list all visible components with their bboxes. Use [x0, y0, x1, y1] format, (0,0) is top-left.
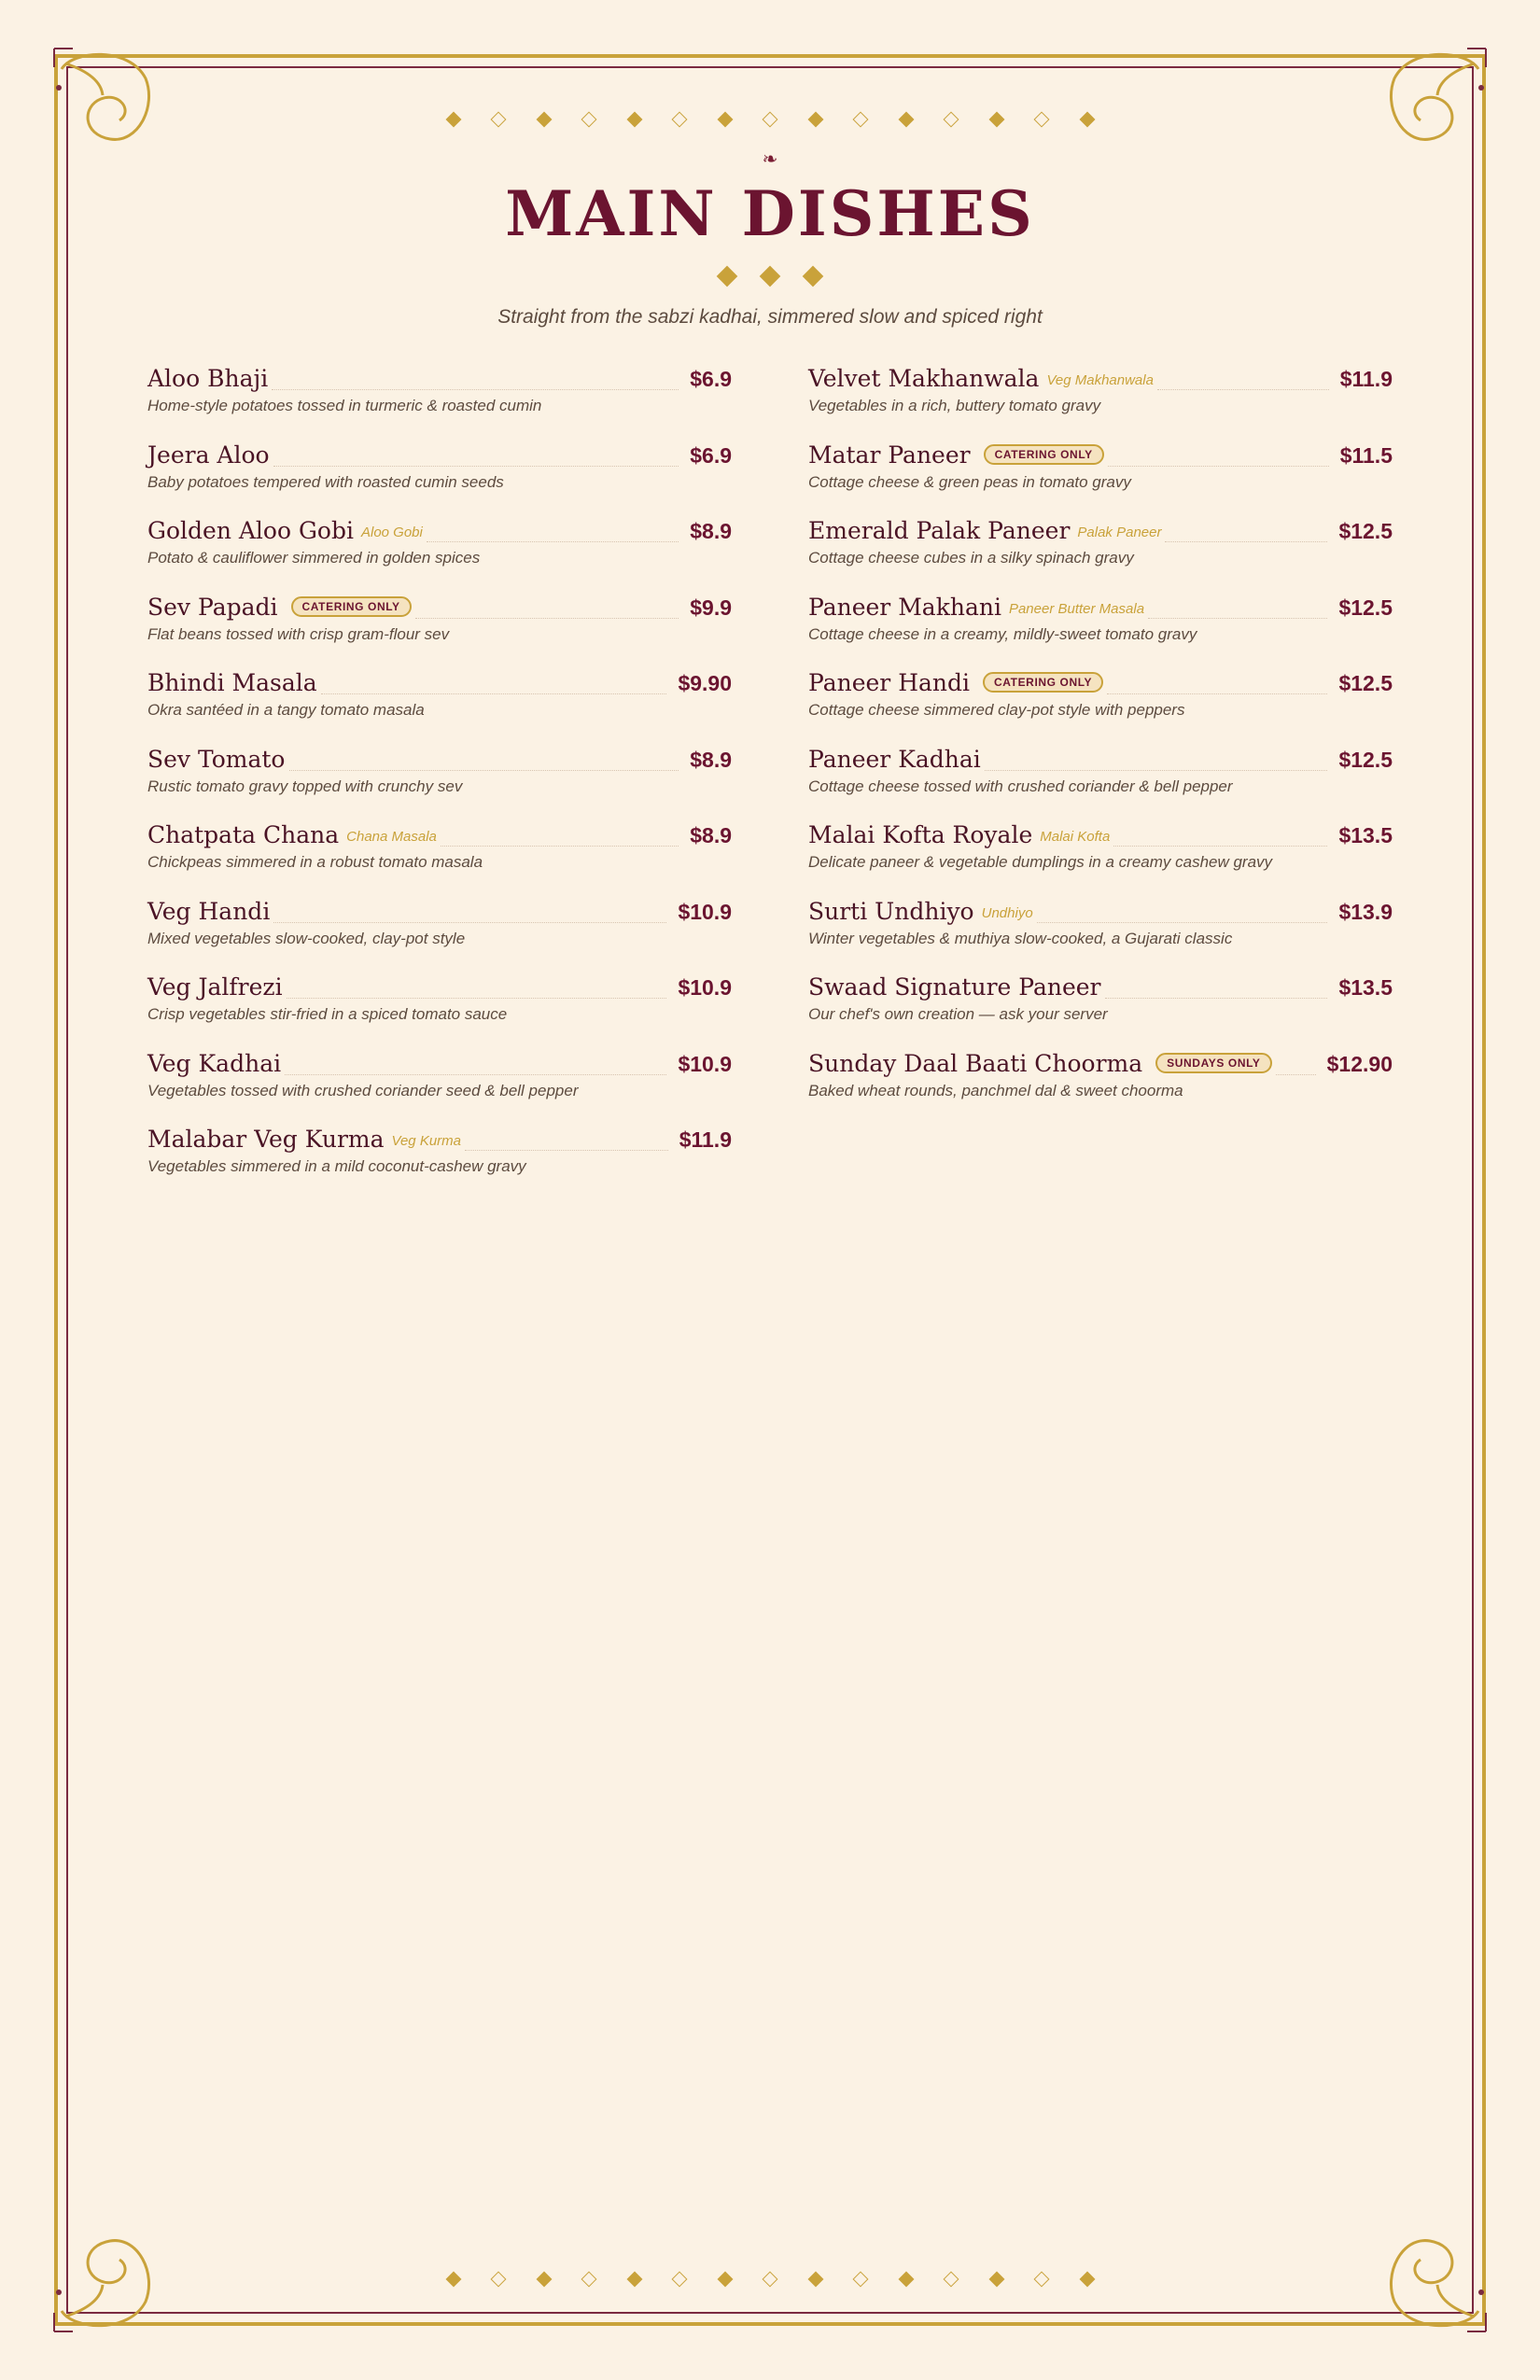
menu-item — [808, 354, 1393, 430]
menu-item-alt-name: Malai Kofta — [1040, 829, 1111, 845]
diamond-outline-icon — [581, 2272, 597, 2288]
menu-item — [147, 582, 732, 659]
menu-item-name: Veg Kadhai — [147, 1049, 282, 1077]
availability-badge: CATERING ONLY — [984, 444, 1104, 465]
menu-item-alt-name: Undhiyo — [981, 904, 1033, 921]
dotted-leader — [1113, 845, 1327, 847]
diamond-filled-icon — [445, 112, 461, 128]
dotted-leader — [415, 617, 679, 619]
diamond-filled-icon — [1079, 112, 1095, 128]
menu-column-left — [147, 354, 732, 1191]
menu-item-price: $13.5 — [1338, 823, 1393, 847]
menu-item-description: Vegetables in a rich, buttery tomato gravy — [808, 397, 1101, 414]
menu-item-name: Veg Jalfrezi — [147, 973, 283, 1001]
menu-item — [147, 506, 732, 582]
menu-item — [808, 582, 1393, 659]
menu-item-description: Potato & cauliflower simmered in golden spices — [147, 549, 481, 567]
menu-item-description: Cottage cheese cubes in a silky spinach gravy — [808, 549, 1134, 567]
menu-item — [147, 658, 732, 735]
menu-item-name: Surti Undhiyo — [808, 897, 974, 925]
dotted-leader — [1165, 540, 1327, 542]
diamond-outline-icon — [672, 2272, 688, 2288]
dotted-leader — [272, 388, 679, 390]
menu-item — [808, 658, 1393, 735]
menu-item-price: $10.9 — [678, 899, 732, 924]
diamond-outline-icon — [1034, 112, 1050, 128]
diamond-filled-icon — [988, 2272, 1004, 2288]
diamond-filled-icon — [717, 112, 733, 128]
menu-item — [147, 735, 732, 811]
menu-item-description: Baby potatoes tempered with roasted cumin seeds — [147, 472, 504, 491]
diamond-filled-icon — [717, 2272, 733, 2288]
menu-item-alt-name: Veg Kurma — [391, 1133, 461, 1149]
menu-item-description: Cottage cheese in a creamy, mildly-sweet tomato gravy — [808, 624, 1197, 643]
diamond-filled-icon — [626, 112, 642, 128]
menu-item-price: $12.5 — [1338, 595, 1393, 620]
menu-item-price: $11.5 — [1339, 442, 1393, 468]
fleuron-icon: ❧ — [762, 147, 778, 170]
menu-item-price: $9.90 — [678, 671, 732, 695]
diamond-outline-icon — [944, 112, 959, 128]
diamond-outline-icon — [491, 2272, 507, 2288]
menu-item — [147, 1114, 732, 1191]
diamond-filled-icon — [1079, 2272, 1095, 2288]
menu-item-description: Flat beans tossed with crisp gram-flour sev — [147, 624, 450, 643]
dotted-leader — [427, 540, 679, 542]
menu-item-alt-name: Paneer Butter Masala — [1008, 600, 1145, 617]
menu-item-name: Matar Paneer — [808, 441, 971, 469]
menu-item-price: $8.9 — [690, 519, 732, 543]
diamond-outline-icon — [853, 112, 869, 128]
menu-item-alt-name: Palak Paneer — [1077, 525, 1162, 540]
availability-badge: SUNDAYS ONLY — [1155, 1053, 1271, 1073]
menu-item-description: Home-style potatoes tossed in turmeric & roasted cumin — [147, 397, 542, 414]
availability-badge: CATERING ONLY — [983, 672, 1103, 693]
menu-item-description: Vegetables simmered in a mild coconut-cashew gravy — [147, 1157, 526, 1175]
menu-item-price: $11.9 — [1339, 367, 1393, 391]
diamond-filled-icon — [445, 2272, 461, 2288]
dotted-leader — [465, 1149, 668, 1151]
menu-item-name: Paneer Makhani — [808, 593, 1001, 621]
menu-item-name: Emerald Palak Paneer — [808, 517, 1071, 544]
diamond-outline-icon — [763, 2272, 778, 2288]
menu-item — [808, 887, 1393, 963]
menu-item — [808, 430, 1393, 507]
diamond-filled-icon — [536, 112, 552, 128]
dotted-leader — [1037, 921, 1328, 923]
menu-item-name: Paneer Kadhai — [808, 745, 981, 773]
menu-item-description: Crisp vegetables stir-fried in a spiced tomato sauce — [147, 1005, 508, 1023]
menu-item-description: Okra santéed in a tangy tomato masala — [147, 701, 425, 719]
menu-item — [147, 962, 732, 1039]
diamond-outline-icon — [763, 112, 778, 128]
menu-item-alt-name: Aloo Gobi — [360, 525, 423, 540]
menu-item-price: $13.5 — [1338, 975, 1393, 1000]
menu-item-name: Jeera Aloo — [147, 441, 270, 469]
menu-item-description: Cottage cheese tossed with crushed coriander & bell pepper — [808, 777, 1233, 795]
dotted-leader — [285, 1073, 666, 1075]
menu-item-price: $6.9 — [690, 442, 732, 468]
menu-item-name: Malai Kofta Royale — [808, 821, 1033, 848]
menu-item-price: $12.5 — [1338, 671, 1393, 695]
menu-item-name: Aloo Bhaji — [147, 365, 269, 392]
diamond-filled-icon — [717, 266, 738, 287]
menu-item-name: Velvet Makhanwala — [808, 365, 1040, 392]
menu-item — [147, 887, 732, 963]
dotted-leader — [1148, 617, 1327, 619]
menu-item — [808, 1039, 1393, 1115]
menu-item-name: Veg Handi — [147, 897, 271, 925]
dotted-leader — [273, 921, 666, 923]
menu-item — [808, 735, 1393, 811]
diamond-filled-icon — [807, 112, 823, 128]
menu-item-description: Our chef's own creation — ask your server — [808, 1005, 1108, 1023]
bottom-diamond-border — [0, 2274, 1540, 2285]
menu-item-price: $8.9 — [690, 823, 732, 847]
diamond-filled-icon — [898, 112, 914, 128]
menu-item-name: Sunday Daal Baati Choorma — [808, 1049, 1143, 1077]
menu-item-price: $12.5 — [1338, 519, 1393, 543]
diamond-outline-icon — [491, 112, 507, 128]
menu-item-price: $13.9 — [1338, 899, 1393, 924]
dotted-leader — [985, 769, 1328, 771]
menu-item — [147, 354, 732, 430]
menu-item-description: Cottage cheese & green peas in tomato gravy — [808, 472, 1131, 491]
diamond-filled-icon — [898, 2272, 914, 2288]
menu-item-price: $10.9 — [678, 1051, 732, 1076]
menu-column-right — [808, 354, 1393, 1114]
menu-item — [808, 506, 1393, 582]
dotted-leader — [1157, 388, 1329, 390]
page-subtitle: Straight from the sabzi kadhai, simmered slow and spiced right — [497, 306, 1043, 328]
diamond-filled-icon — [803, 266, 824, 287]
diamond-filled-icon — [626, 2272, 642, 2288]
menu-item-name: Golden Aloo Gobi — [147, 517, 354, 544]
menu-item-price: $11.9 — [679, 1127, 732, 1152]
dotted-leader — [1107, 693, 1327, 694]
diamond-outline-icon — [1034, 2272, 1050, 2288]
menu-item-price: $12.90 — [1326, 1051, 1393, 1076]
menu-item-name: Chatpata Chana — [147, 821, 340, 848]
menu-item-description: Delicate paneer & vegetable dumplings in a creamy cashew gravy — [808, 853, 1273, 871]
diamond-outline-icon — [853, 2272, 869, 2288]
title-diamond-divider — [0, 269, 1540, 284]
diamond-filled-icon — [807, 2272, 823, 2288]
menu-item-price: $6.9 — [690, 367, 732, 391]
menu-item-price: $8.9 — [690, 747, 732, 772]
menu-item — [808, 962, 1393, 1039]
diamond-filled-icon — [988, 112, 1004, 128]
menu-item-description: Baked wheat rounds, panchmel dal & sweet choorma — [808, 1081, 1183, 1099]
menu-item-name: Malabar Veg Kurma — [147, 1126, 385, 1153]
menu-item-name: Swaad Signature Paneer — [808, 973, 1101, 1001]
menu-item-description: Vegetables tossed with crushed coriander seed & bell pepper — [147, 1081, 579, 1099]
menu-item — [808, 810, 1393, 887]
corner-ornament-icon — [1383, 41, 1495, 153]
menu-item-description: Rustic tomato gravy topped with crunchy sev — [147, 777, 463, 795]
dotted-leader — [1105, 997, 1328, 999]
menu-item-alt-name: Chana Masala — [346, 829, 437, 845]
menu-item — [147, 1039, 732, 1115]
menu-item-description: Mixed vegetables slow-cooked, clay-pot style — [147, 929, 466, 947]
menu-item — [147, 430, 732, 507]
page-title: MAIN DISHES — [505, 177, 1035, 250]
menu-item-name: Sev Tomato — [147, 745, 286, 773]
top-diamond-border — [0, 114, 1540, 125]
menu-item-name: Bhindi Masala — [147, 669, 317, 696]
menu-item-name: Sev Papadi — [147, 593, 278, 621]
menu-item-price: $12.5 — [1338, 747, 1393, 772]
diamond-outline-icon — [672, 112, 688, 128]
dotted-leader — [321, 693, 667, 694]
corner-ornament-icon — [45, 41, 157, 153]
menu-item-alt-name: Veg Makhanwala — [1046, 372, 1154, 388]
dotted-leader — [273, 465, 679, 467]
menu-item-name: Paneer Handi — [808, 669, 970, 696]
menu-item — [147, 810, 732, 887]
diamond-filled-icon — [536, 2272, 552, 2288]
diamond-outline-icon — [944, 2272, 959, 2288]
menu-item-description: Winter vegetables & muthiya slow-cooked, a Gujarati classic — [808, 929, 1233, 947]
menu-item-price: $9.9 — [690, 595, 732, 620]
availability-badge: CATERING ONLY — [291, 596, 412, 617]
dotted-leader — [289, 769, 679, 771]
diamond-outline-icon — [581, 112, 597, 128]
menu-item-description: Chickpeas simmered in a robust tomato masala — [147, 853, 483, 871]
menu-item-price: $10.9 — [678, 975, 732, 1000]
menu-item-description: Cottage cheese simmered clay-pot style with peppers — [808, 701, 1185, 719]
dotted-leader — [1276, 1073, 1316, 1075]
diamond-filled-icon — [760, 266, 781, 287]
dotted-leader — [1108, 465, 1329, 467]
dotted-leader — [441, 845, 679, 847]
dotted-leader — [287, 997, 667, 999]
